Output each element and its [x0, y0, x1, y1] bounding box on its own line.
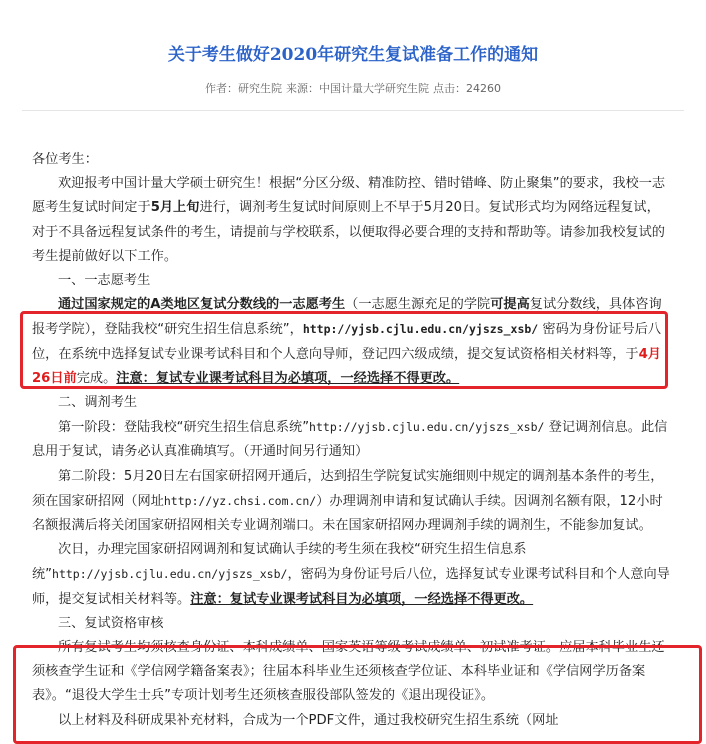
intro-text-c: 进行，调剂考生复试时间原则上不早于5月20日。复试形式均为网络远程复试，对于不具备远程复试条件的考生，请提前与学校联系，以便取得必要合理的支持和帮助等。请参加我校复试的考生提前做好以下工作。	[32, 200, 665, 264]
next-day-note: 注意：复试专业课考试科目为必填项，一经选择不得更改。	[190, 591, 534, 607]
intro-date-emphasis: 5月上旬	[150, 200, 200, 216]
section-1-text-4: 完成。	[76, 370, 117, 386]
stage-2-paragraph	[32, 465, 672, 539]
source-value: 中国计量大学研究生院	[319, 82, 429, 95]
highlight-box-first-choice	[20, 311, 668, 389]
section-1-text-2: 复试分数线，具体咨询报考学院），登陆我校“研究生招生信息系统”，	[32, 297, 662, 338]
section-3-heading: 三、复试资格审核	[58, 615, 164, 631]
system-link[interactable]: http://yjsb.cjlu.edu.cn/yjszs_xsb/	[302, 322, 539, 337]
stage-1-text-a: 第一阶段：登陆我校“研究生招生信息系统”	[58, 420, 310, 436]
stage-1-text-b: 登记调剂信息。此信息用于复试，请务必认真准确填写。（开通时间另行通知）	[32, 420, 668, 460]
source-label: 来源：	[286, 82, 319, 95]
stage-2-text-a: 第二阶段：5月20日左右国家研招网开通后，达到招生学院复试实施细则中规定的调剂基本条件的考生，须在国家研招网（网址	[32, 468, 664, 509]
intro-text-a: 欢迎报考中国计量大学硕士研究生！根据“分区分级、精准防控、错时错峰、防止聚集”的要求，我校一志愿考生复试时间定于	[32, 176, 666, 216]
section-3-paragraph-2: 以上材料及科研成果补充材料，合成为一个PDF文件，通过我校研究生招生系统（网址	[58, 712, 559, 728]
deadline-text: 4月26日前	[32, 346, 661, 386]
greeting: 各位考生：	[32, 152, 98, 167]
article-meta	[0, 80, 706, 96]
section-2-heading: 二、调剂考生	[58, 395, 138, 411]
stage-1-paragraph	[32, 415, 672, 464]
next-day-link[interactable]: http://yjsb.cjlu.edu.cn/yjszs_xsb/	[52, 567, 288, 582]
section-1-text-1: （一志愿生源充足的学院	[345, 297, 491, 313]
section-1-note: 注意：复试专业课考试科目为必填项，一经选择不得更改。	[116, 370, 460, 386]
clicks-value: 24260	[466, 82, 501, 95]
clicks-label: 点击：	[433, 82, 466, 95]
chsi-link[interactable]: http://yz.chsi.com.cn/	[163, 493, 317, 508]
section-1-heading: 一、一志愿考生	[58, 273, 151, 289]
section-3-paragraph: 所有复试考生均须核查身份证、本科成绩单、国家英语等级考试成绩单、初试准考证。应届本科毕业生还须核查学生证和《学信网学籍备案表》；往届本科毕业生还须核查学位证、本科毕业证和《学信网学历备案表》。“退役大学生士兵”专项计划考生还须核查服役部队签发的《退出现役证》。	[32, 640, 665, 704]
next-day-paragraph	[32, 538, 672, 612]
author-label: 作者：	[205, 82, 238, 95]
section-1-text-3: 密码为身份证号后八位，在系统中选择复试专业课考试科目和个人意向导师，登记四六级成绩，提交复试资格相关材料等，于	[32, 322, 662, 362]
section-1-emphasis: 可提高	[490, 297, 530, 313]
divider	[22, 110, 684, 111]
intro-paragraph	[32, 172, 672, 269]
next-day-text-b: ，密码为身份证号后八位，选择复试专业课考试科目和个人意向导师，提交复试相关材料等。	[32, 567, 670, 607]
stage-2-text-b: ）办理调剂申请和复试确认手续。因调剂名额有限，12小时名额报满后将关闭国家研招网相关专业调剂端口。未在国家研招网办理调剂手续的调剂生，不能参加复试。	[32, 493, 663, 534]
next-day-text-a: 次日，办理完国家研招网调剂和复试确认手续的考生须在我校“研究生招生信息系统”	[32, 542, 527, 583]
highlight-box-qualification	[13, 645, 702, 744]
section-1-bold-lead: 通过国家规定的A类地区复试分数线的一志愿考生	[58, 297, 346, 313]
author-value: 研究生院	[238, 82, 282, 95]
article-title: 关于考生做好2020年研究生复试准备工作的通知	[167, 45, 539, 65]
stage-1-link[interactable]: http://yjsb.cjlu.edu.cn/yjszs_xsb/	[309, 420, 545, 435]
